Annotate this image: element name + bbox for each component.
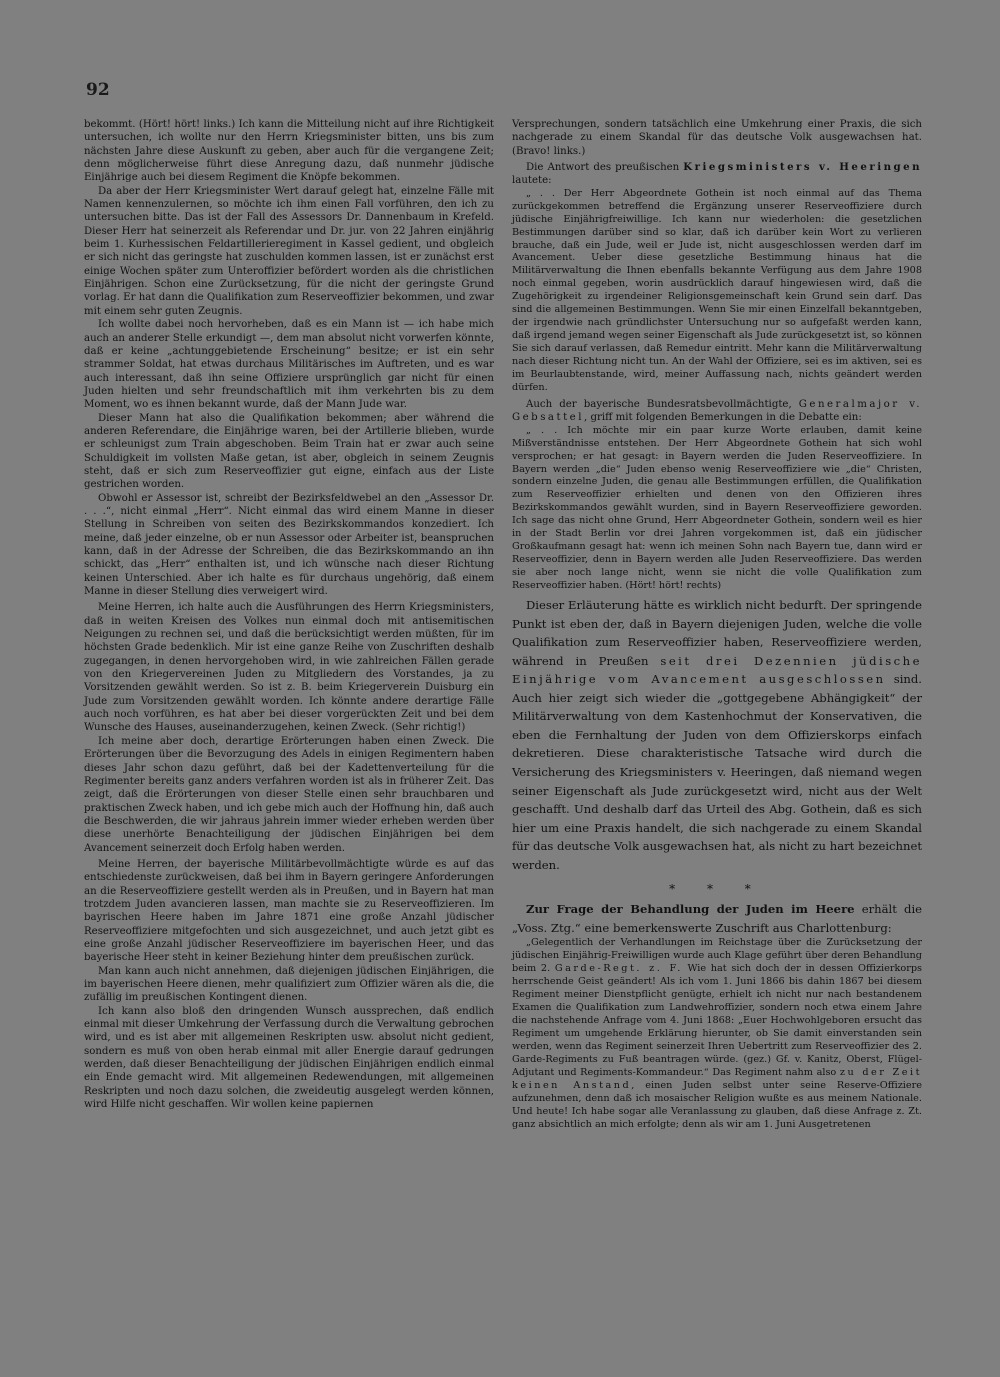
paragraph: Dieser Mann hat also die Qualifikation bekommen; aber während die anderen Referendare, die Einjährige waren, bei der Artillerie blieben, wurde er schleunigst zum Train abgeschoben. Beim Train hat er zwar auch seine Schuldigkeit im vollsten Maße getan, ist aber, obgleich in seinem Zeugnis steht, daß er sich zum Reserveoffizier gut eigne, einfach aus der Liste gestrichen worden. <box>84 412 494 491</box>
letter-text: Wie hat sich doch der in dessen Offizierkorps herrschende Geist geändert! Als ich vom 1. Juni 1866 bis dahin 1867 bei diesem Regiment meiner Dienstpflicht genügte, erhielt ich nicht nur nach bestandenem Examen die Qualifikation zum Landwehroffizier, sondern noch etwa einem Jahre die nachstehende Anfrage vom 4. Juni 1868: „Euer Hochwohlgeboren ersucht das Regiment um umgehende Erklärung hierunter, ob Sie damit einverstanden sein werden, wenn das Regiment seinerzeit Ihren Uebertritt zum Reserveoffizier des 2. Garde-Regiments zu Fuß beantragen würde. (gez.) Gf. v. Kanitz, Oberst, Flügel-Adjutant und Regiments-Kommandeur.“ Das Regiment nahm also <box>512 963 923 1078</box>
commentary-paragraph <box>512 596 922 874</box>
paragraph-intro: Versprechungen, sondern tatsächlich eine Umkehrung einer Praxis, die sich nachgerade zu einem Skandal für das deutsche Volk ausgewachsen hat. (Bravo! links.) <box>512 119 922 157</box>
paragraph: Obwohl er Assessor ist, schreibt der Bezirksfeldwebel an den „Assessor Dr. . . .“, nicht einmal „Herr“. Nicht einmal das wird einem Manne in dieser Stellung in Schreiben von seiten des Bezirkskommandos konzediert. Ich meine, daß jeder einzelne, ob er nun Assessor oder Arbeiter ist, beanspruchen kann, daß in der Adresse der Schreiben, die das Bezirkskommando an ihn schickt, das „Herr“ enthalten ist, und ich wünsche nach dieser Richtung keinen Unterschied. Aber ich halte es für durchaus ungehörig, daß einem Manne in dieser Stellung dies verweigert wird. <box>84 492 494 598</box>
bavarian-quote: „ . . Ich möchte mir ein paar kurze Worte erlauben, damit keine Mißverständnisse entstehen. Der Herr Abgeordnete Gothein hat sich wohl versprochen; er hat gesagt: in Bayern werden die Juden Reserveoffiziere. In Bayern werden „die“ Juden ebenso wenig Reserveoffiziere wie „die“ Christen, sondern einzelne Juden, die genau alle Bestimmungen erfüllen, die Qualifikation zum Reserveoffizier erhielten und denen von den Offizieren ihres Bezirkskommandos gewählt wurden, sind in Bayern Reserveoffiziere geworden. Ich sage das nicht ohne Grund, Herr Abgeordneter Gothein, sondern weil es hier in der Stadt Berlin vor drei Jahren vorgekommen ist, daß ein jüdischer Großkaufmann gesagt hat: wenn ich meinen Sohn nach Bayern tue, dann wird er Reserveoffizier, denn in Bayern werden alle Juden Reserveoffiziere. Das werden sie aber noch lange nicht, wenn sie nicht die volle Qualifikation zum Reserveoffizier haben. (Hört! hört! rechts) <box>512 424 922 592</box>
paragraph: Meine Herren, ich halte auch die Ausführungen des Herrn Kriegsministers, daß in weiten Kreisen des Volkes nun einmal doch mit antisemitischen Neigungen zu rechnen sei, und daß die berücksichtigt werden müßten, für im höchsten Grade bedenklich. Mir ist eine ganze Reihe von Zuschriften deshalb zugegangen, in denen hervorgehoben wird, in wie zahlreichen Fällen gerade von den Kriegervereinen Juden zu Mitgliedern des Vorstandes, ja zu Vorsitzenden gewählt werden. So ist z. B. beim Kriegerverein Duisburg ein Jude zum Vorsitzenden gewählt worden. Ich könnte andere derartige Fälle auch noch vorführen, es hat aber bei dieser vorgerückten Zeit und bei dem Wunsche des Hauses, auseinanderzugehen, keinen Zweck. (Sehr richtig!) <box>84 602 494 734</box>
paragraph: Da aber der Herr Kriegsminister Wert darauf gelegt hat, einzelne Fälle mit Namen kennenzulernen, so möchte ich ihm einen Fall vorführen, den ich zu untersuchen bitte. Das ist der Fall des Assessors Dr. Dannenbaum in Krefeld. Dieser Herr hat seinerzeit als Referendar und Dr. jur. von 22 Jahren einjährig beim 1. Kurhessischen Feldartillerieregiment in Kassel gedient, und obgleich er sich nicht das geringste hat zuschulden kommen lassen, ist er zunächst erst einige Wochen später zum Unteroffizier befördert worden als die christlichen Einjährigen. Schon eine Zurücksetzung, für die nicht der geringste Grund vorlag. Er hat dann die Qualifikation zum Reserveoffizier bekommen, und zwar mit einem sehr guten Zeugnis. <box>84 185 494 317</box>
right-column <box>512 118 922 1132</box>
heading-text: Die Antwort des preußischen <box>526 162 684 174</box>
heading-text: lautete: <box>512 175 552 187</box>
paragraph: Ich meine aber doch, derartige Erörterungen haben einen Zweck. Die Erörterungen über die Bevorzugung des Adels in einigen Regimentern haben dieses Jahr schon dazu geführt, daß bei der Kadettenverteilung für die Regimenter bereits ganz anders verfahren worden ist als in früherer Zeit. Das zeigt, daß die Erörterungen von dieser Stelle einen sehr brauchbaren und praktischen Zweck haben, und ich gebe mich auch der Hoffnung hin, daß auch die Beschwerden, die wir jahraus jahrein immer wieder erheben werden über diese unerhörte Benachteiligung der jüdischen Einjährigen bei dem Avancement seinerzeit doch Erfolg haben werden. <box>84 735 494 854</box>
section-heading-paragraph <box>512 900 922 937</box>
minister-name: Kriegsministers v. Heeringen <box>683 161 922 174</box>
paragraph: Man kann auch nicht annehmen, daß diejenigen jüdischen Einjährigen, die im bayerischen Heere dienen, mehr qualifiziert zum Offizier wären als die, die zufällig im preußischen Kontingent dienen. <box>84 965 494 1004</box>
letter-emphasis: zu der Zeit keinen Anstand <box>512 1066 922 1091</box>
intro-text: , griff mit folgenden Bemerkungen in die Debatte ein: <box>583 412 862 424</box>
left-column <box>84 118 494 1111</box>
prussian-minister-quote: „ . . Der Herr Abgeordnete Gothein ist noch einmal auf das Thema zurückgekommen betreffend die Ergänzung unserer Reserveoffiziere durch jüdische Einjährigfreiwillige. Ich kann nur wiederholen: die gesetzlichen Bestimmungen darüber sind so klar, daß ich darüber kein Wort zu verlieren brauche, daß ein Jude, weil er Jude ist, nicht ausgeschlossen werden darf im Avancement. Ueber diese gesetzliche Bestimmung hinaus hat die Militärverwaltung die Ihnen ebenfalls bekannte Verfügung aus dem Jahre 1908 noch einmal gegeben, worin ausdrücklich darauf hingewiesen wird, daß die Zugehörigkeit zu irgendeiner Religionsgemeinschaft kein Grund sein darf. Das sind die allgemeinen Bestimmungen. Wenn Sie mir einen Einzelfall bekanntgeben, der irgendwie nach gründlichster Untersuchung nur so aufgefaßt werden kann, daß irgend jemand wegen seiner Eigenschaft als Jude zurückgesetzt ist, so können Sie sich darauf verlassen, daß Remedur eintritt. Mehr kann die Militärverwaltung nach dieser Richtung nicht tun. An der Wahl der Offiziere, sei es im aktiven, sei es im Beurlaubtenstande, wird, meiner Auffassung nach, nichts geändert werden dürfen. <box>512 187 922 394</box>
letter-text: , einen Juden selbst unter seine Reserve-Offiziere aufzunehmen, denn daß ich mosaischer Religion wußte es aus meinem Nationale. Und heute! Ich habe sogar alle Veranlassung zu glauben, daß diese Anfrage z. Zt. ganz absichtlich an mich erfolgte; denn als wir am 1. Juni Ausgetretenen <box>512 1079 922 1130</box>
commentary-text: sind. Auch hier zeigt sich wieder die „gottgegebene Abhängigkeit“ der Militärverwaltung von dem Kastenhochmut der Konservativen, die eben die Fernhaltung der Juden von dem Offizierskorps einfach dekretieren. Diese charakteristische Tatsache wird durch die Versicherung des Kriegsministers v. Heeringen, daß niemand wegen seiner Eigenschaft als Jude zurückgesetzt wird, nicht aus der Welt geschafft. Und deshalb darf das Urteil des Abg. Gothein, daß es sich hier um eine Praxis handelt, die sich nachgerade zu einem Skandal für das deutsche Volk ausgewachsen hat, als nicht zu hart bezeichnet werden. <box>512 672 922 872</box>
section-separator: * * * <box>669 882 765 897</box>
intro-text: Auch der bayerische Bundesratsbevollmächtigte, <box>526 398 799 410</box>
paragraph: bekommt. (Hört! hört! links.) Ich kann die Mitteilung nicht auf ihre Richtigkeit untersuchen, ich wollte nur den Herrn Kriegsminister bitten, uns bis zum nächsten Jahre diese Auskunft zu geben, aber auch für die vergangene Zeit; denn möglicherweise führt diese Anregung dazu, daß nunmehr jüdische Einjährige auch bei diesem Regiment die Knöpfe bekommen. <box>84 119 494 184</box>
general-name: Generalmajor v. Gebsattel <box>512 398 922 424</box>
paragraph: Ich wollte dabei noch hervorheben, daß es ein Mann ist — ich habe mich auch an anderer Stelle erkundigt —, dem man absolut nicht vorwerfen könnte, daß er keine „achtunggebietende Erscheinung“ besitze; er ist ein sehr strammer Soldat, hat etwas durchaus Militärisches im Auftreten, und es war auch interessant, daß ihn seine Offiziere ursprünglich gar nicht für einen Juden hielten und sehr freundschaftlich mit ihm verkehrten bis zu dem Moment, wo es ihnen bekannt wurde, daß der Mann Jude war. <box>84 319 494 411</box>
reader-letter <box>512 937 922 1131</box>
commentary-emphasis: seit drei Dezennien jüdische Einjährige vom Avancement ausgeschlossen <box>512 653 922 687</box>
section-heading: Zur Frage der Behandlung der Juden im Heere <box>526 902 855 917</box>
paragraph: Meine Herren, der bayerische Militärbevollmächtigte würde es auf das entschiedenste zurückweisen, daß bei ihm in Bayern geringere Anforderungen an die Reserveoffiziere gestellt werden als in Preußen, und in Bayern hat man trotzdem Juden avancieren lassen, man machte sie zu Reserveoffizieren. Im bayrischen Heere haben im Jahre 1871 eine große Anzahl jüdischer Reserveoffiziere mitgefochten und sich ausgezeichnet, und auch jetzt gibt es eine große Anzahl jüdischer Reserveoffiziere im bayerischen Heer, und das bayerische Heer steht in keiner Beziehung hinter dem preußischen zurück. <box>84 858 494 964</box>
bavarian-intro <box>512 398 922 425</box>
letter-text: „Gelegentlich der Verhandlungen im Reichstage über die Zurücksetzung der jüdischen Einjährig-Freiwilligen wurde auch Klage geführt über deren Behandlung beim 2. <box>512 937 922 975</box>
section-intro: erhält die „Voss. Ztg.“ eine bemerkenswerte Zuschrift aus Charlottenburg: <box>512 902 923 935</box>
paragraph: Ich kann also bloß den dringenden Wunsch aussprechen, daß endlich einmal mit dieser Umkehrung der Verfassung durch die Verwaltung gebrochen wird, und es ist aber mit allgemeinen Reskripten usw. absolut nicht gedient, sondern es muß von oben herab einmal mit aller Energie darauf gedrungen werden, daß dieser Benachteiligung der jüdischen Einjährigen endlich einmal ein Ende gemacht wird. Mit allgemeinen Redewendungen, mit allgemeinen Reskripten und noch dazu solchen, die zweideutig ausgelegt werden können, wird Hilfe nicht geschaffen. Wir wollen keine papiernen <box>84 1005 494 1111</box>
commentary-text: Dieser Erläuterung hätte es wirklich nicht bedurft. Der springende Punkt ist eben der, daß in Bayern diejenigen Juden, welche die volle Qualifikation zum Reserveoffizier haben, Reserveoffiziere werden, während in Preußen <box>512 598 922 668</box>
regiment-name: Garde-Regt. z. F. <box>554 963 683 975</box>
page-number: 92 <box>86 80 110 100</box>
prussian-minister-heading <box>512 161 922 188</box>
